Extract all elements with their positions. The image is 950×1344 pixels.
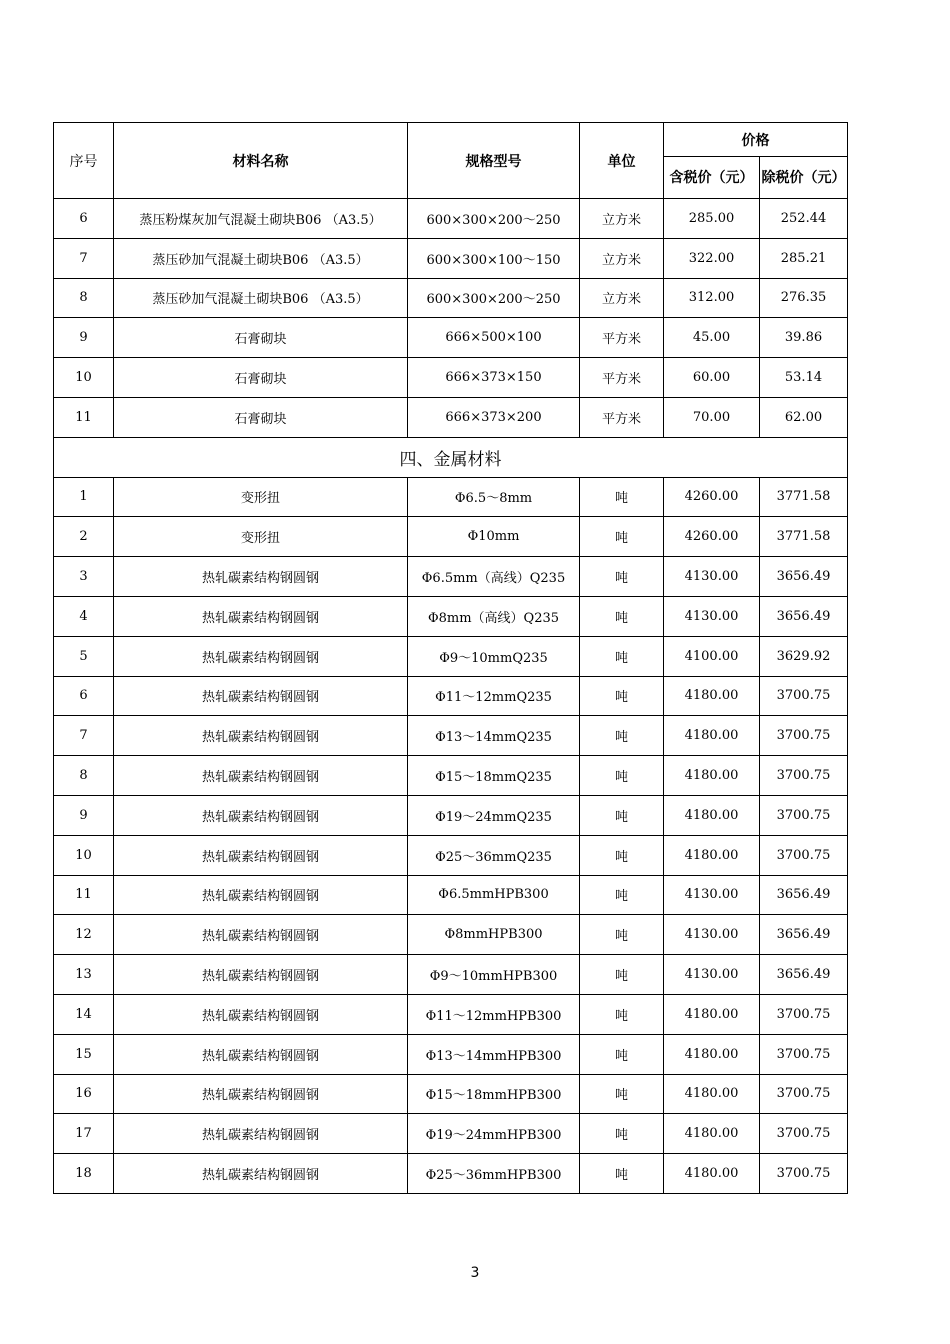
cell-spec: Φ25～36mmQ235 [408, 835, 580, 875]
table-row [54, 278, 848, 318]
cell-price-incl: 4180.00 [664, 795, 760, 835]
cell-name: 热轧碳素结构钢圆钢 [114, 1074, 408, 1114]
cell-price-excl: 252.44 [760, 199, 848, 239]
cell-name: 蒸压砂加气混凝土砌块B06 （A3.5） [114, 278, 408, 318]
cell-price-incl: 4130.00 [664, 955, 760, 995]
cell-name: 蒸压粉煤灰加气混凝土砌块B06 （A3.5） [114, 199, 408, 239]
cell-name: 热轧碳素结构钢圆钢 [114, 756, 408, 796]
header-price-excl: 除税价（元） [760, 157, 848, 199]
cell-price-incl: 4180.00 [664, 994, 760, 1034]
cell-unit: 立方米 [580, 278, 664, 318]
table-row [54, 676, 848, 716]
cell-seq: 15 [54, 1034, 114, 1074]
cell-spec: Φ11～12mmHPB300 [408, 994, 580, 1034]
cell-price-excl: 3656.49 [760, 596, 848, 636]
cell-price-excl: 3771.58 [760, 477, 848, 517]
table-row [54, 1114, 848, 1154]
cell-price-excl: 285.21 [760, 238, 848, 278]
table-row [54, 517, 848, 557]
cell-price-excl: 3656.49 [760, 955, 848, 995]
table-row [54, 596, 848, 636]
cell-unit: 平方米 [580, 318, 664, 358]
cell-spec: Φ6.5mmHPB300 [408, 875, 580, 915]
cell-name: 热轧碳素结构钢圆钢 [114, 1154, 408, 1194]
cell-spec: Φ13～14mmHPB300 [408, 1034, 580, 1074]
cell-name: 石膏砌块 [114, 358, 408, 398]
cell-price-excl: 276.35 [760, 278, 848, 318]
table-row [54, 716, 848, 756]
cell-seq: 9 [54, 318, 114, 358]
table-row [54, 358, 848, 398]
cell-unit: 吨 [580, 716, 664, 756]
cell-spec: Φ6.5～8mm [408, 477, 580, 517]
cell-name: 热轧碳素结构钢圆钢 [114, 1034, 408, 1074]
cell-seq: 17 [54, 1114, 114, 1154]
cell-seq: 16 [54, 1074, 114, 1114]
cell-price-incl: 4180.00 [664, 1034, 760, 1074]
cell-spec: Φ8mmHPB300 [408, 915, 580, 955]
cell-spec: 600×300×100～150 [408, 238, 580, 278]
table-row [54, 955, 848, 995]
table-row [54, 1154, 848, 1194]
cell-spec: Φ6.5mm（高线）Q235 [408, 557, 580, 597]
cell-unit: 吨 [580, 955, 664, 995]
cell-seq: 5 [54, 636, 114, 676]
cell-price-incl: 4180.00 [664, 1154, 760, 1194]
cell-price-incl: 4180.00 [664, 1114, 760, 1154]
cell-unit: 吨 [580, 1034, 664, 1074]
cell-unit: 平方米 [580, 358, 664, 398]
cell-price-incl: 4180.00 [664, 716, 760, 756]
table-row [54, 199, 848, 239]
cell-spec: Φ9～10mmHPB300 [408, 955, 580, 995]
cell-price-incl: 312.00 [664, 278, 760, 318]
table-row [54, 557, 848, 597]
cell-seq: 2 [54, 517, 114, 557]
cell-price-excl: 3700.75 [760, 756, 848, 796]
cell-seq: 10 [54, 358, 114, 398]
cell-spec: Φ19～24mmQ235 [408, 795, 580, 835]
section-title: 四、金属材料 [54, 437, 848, 477]
header-spec: 规格型号 [408, 123, 580, 199]
section-metal [54, 437, 848, 477]
cell-name: 热轧碳素结构钢圆钢 [114, 716, 408, 756]
cell-seq: 8 [54, 756, 114, 796]
cell-spec: Φ11～12mmQ235 [408, 676, 580, 716]
cell-spec: 666×500×100 [408, 318, 580, 358]
cell-spec: Φ19～24mmHPB300 [408, 1114, 580, 1154]
cell-name: 热轧碳素结构钢圆钢 [114, 795, 408, 835]
table-row [54, 238, 848, 278]
price-table [53, 122, 848, 1194]
cell-price-incl: 45.00 [664, 318, 760, 358]
cell-price-excl: 39.86 [760, 318, 848, 358]
cell-price-incl: 4130.00 [664, 557, 760, 597]
cell-price-incl: 4180.00 [664, 756, 760, 796]
cell-price-incl: 322.00 [664, 238, 760, 278]
cell-name: 热轧碳素结构钢圆钢 [114, 596, 408, 636]
cell-unit: 平方米 [580, 397, 664, 437]
cell-name: 变形扭 [114, 477, 408, 517]
table-row [54, 477, 848, 517]
cell-spec: Φ10mm [408, 517, 580, 557]
cell-unit: 吨 [580, 915, 664, 955]
cell-unit: 吨 [580, 835, 664, 875]
cell-price-excl: 3700.75 [760, 1034, 848, 1074]
table-row [54, 994, 848, 1034]
cell-price-excl: 3629.92 [760, 636, 848, 676]
cell-price-excl: 3700.75 [760, 1114, 848, 1154]
header-unit: 单位 [580, 123, 664, 199]
cell-seq: 6 [54, 676, 114, 716]
table-row [54, 1034, 848, 1074]
header-name: 材料名称 [114, 123, 408, 199]
cell-spec: 666×373×200 [408, 397, 580, 437]
cell-seq: 6 [54, 199, 114, 239]
cell-unit: 吨 [580, 636, 664, 676]
cell-unit: 吨 [580, 676, 664, 716]
cell-name: 热轧碳素结构钢圆钢 [114, 636, 408, 676]
table-header [54, 123, 848, 199]
cell-price-excl: 3700.75 [760, 676, 848, 716]
cell-spec: 600×300×200～250 [408, 278, 580, 318]
cell-unit: 吨 [580, 1154, 664, 1194]
cell-spec: Φ15～18mmQ235 [408, 756, 580, 796]
cell-unit: 吨 [580, 596, 664, 636]
table-body-top [54, 199, 848, 438]
cell-spec: 600×300×200～250 [408, 199, 580, 239]
header-seq: 序号 [54, 123, 114, 199]
table-row [54, 318, 848, 358]
cell-seq: 8 [54, 278, 114, 318]
cell-name: 热轧碳素结构钢圆钢 [114, 676, 408, 716]
cell-unit: 吨 [580, 1074, 664, 1114]
cell-seq: 14 [54, 994, 114, 1034]
cell-unit: 吨 [580, 994, 664, 1034]
table-row [54, 915, 848, 955]
cell-price-excl: 3700.75 [760, 716, 848, 756]
cell-unit: 吨 [580, 875, 664, 915]
cell-price-incl: 4260.00 [664, 477, 760, 517]
cell-spec: Φ15～18mmHPB300 [408, 1074, 580, 1114]
cell-spec: Φ13～14mmQ235 [408, 716, 580, 756]
cell-price-excl: 3700.75 [760, 835, 848, 875]
cell-seq: 11 [54, 875, 114, 915]
cell-spec: 666×373×150 [408, 358, 580, 398]
page-number: 3 [470, 1265, 480, 1281]
table-row [54, 835, 848, 875]
cell-name: 热轧碳素结构钢圆钢 [114, 955, 408, 995]
cell-spec: Φ25～36mmHPB300 [408, 1154, 580, 1194]
cell-price-incl: 60.00 [664, 358, 760, 398]
cell-price-incl: 4130.00 [664, 875, 760, 915]
cell-spec: Φ8mm（高线）Q235 [408, 596, 580, 636]
cell-price-excl: 3771.58 [760, 517, 848, 557]
table-row [54, 795, 848, 835]
cell-price-excl: 62.00 [760, 397, 848, 437]
cell-seq: 12 [54, 915, 114, 955]
cell-name: 变形扭 [114, 517, 408, 557]
table-row [54, 397, 848, 437]
cell-unit: 吨 [580, 756, 664, 796]
cell-seq: 1 [54, 477, 114, 517]
table-row [54, 875, 848, 915]
header-price-incl: 含税价（元） [664, 157, 760, 199]
cell-name: 石膏砌块 [114, 397, 408, 437]
table-row [54, 636, 848, 676]
cell-price-excl: 3656.49 [760, 915, 848, 955]
cell-name: 热轧碳素结构钢圆钢 [114, 835, 408, 875]
cell-unit: 吨 [580, 795, 664, 835]
cell-price-excl: 3656.49 [760, 875, 848, 915]
cell-seq: 18 [54, 1154, 114, 1194]
cell-seq: 7 [54, 716, 114, 756]
cell-name: 热轧碳素结构钢圆钢 [114, 1114, 408, 1154]
cell-unit: 吨 [580, 477, 664, 517]
cell-price-excl: 3700.75 [760, 1074, 848, 1114]
cell-price-incl: 70.00 [664, 397, 760, 437]
cell-price-incl: 4130.00 [664, 915, 760, 955]
cell-name: 蒸压砂加气混凝土砌块B06 （A3.5） [114, 238, 408, 278]
table-body-metal [54, 477, 848, 1193]
cell-price-incl: 4180.00 [664, 676, 760, 716]
cell-name: 热轧碳素结构钢圆钢 [114, 915, 408, 955]
cell-seq: 10 [54, 835, 114, 875]
cell-price-incl: 4260.00 [664, 517, 760, 557]
cell-unit: 立方米 [580, 238, 664, 278]
cell-price-excl: 53.14 [760, 358, 848, 398]
cell-price-incl: 4180.00 [664, 835, 760, 875]
cell-price-incl: 4130.00 [664, 596, 760, 636]
cell-name: 热轧碳素结构钢圆钢 [114, 557, 408, 597]
cell-name: 热轧碳素结构钢圆钢 [114, 875, 408, 915]
cell-name: 石膏砌块 [114, 318, 408, 358]
cell-seq: 9 [54, 795, 114, 835]
header-price: 价格 [664, 123, 848, 157]
table-row [54, 756, 848, 796]
cell-name: 热轧碳素结构钢圆钢 [114, 994, 408, 1034]
cell-price-incl: 285.00 [664, 199, 760, 239]
cell-unit: 吨 [580, 557, 664, 597]
cell-unit: 吨 [580, 1114, 664, 1154]
cell-spec: Φ9～10mmQ235 [408, 636, 580, 676]
cell-seq: 3 [54, 557, 114, 597]
cell-price-excl: 3700.75 [760, 795, 848, 835]
cell-price-excl: 3700.75 [760, 1154, 848, 1194]
cell-seq: 7 [54, 238, 114, 278]
cell-price-incl: 4100.00 [664, 636, 760, 676]
table-row [54, 1074, 848, 1114]
cell-price-excl: 3656.49 [760, 557, 848, 597]
cell-unit: 吨 [580, 517, 664, 557]
cell-price-incl: 4180.00 [664, 1074, 760, 1114]
cell-seq: 4 [54, 596, 114, 636]
cell-unit: 立方米 [580, 199, 664, 239]
cell-price-excl: 3700.75 [760, 994, 848, 1034]
cell-seq: 13 [54, 955, 114, 995]
cell-seq: 11 [54, 397, 114, 437]
